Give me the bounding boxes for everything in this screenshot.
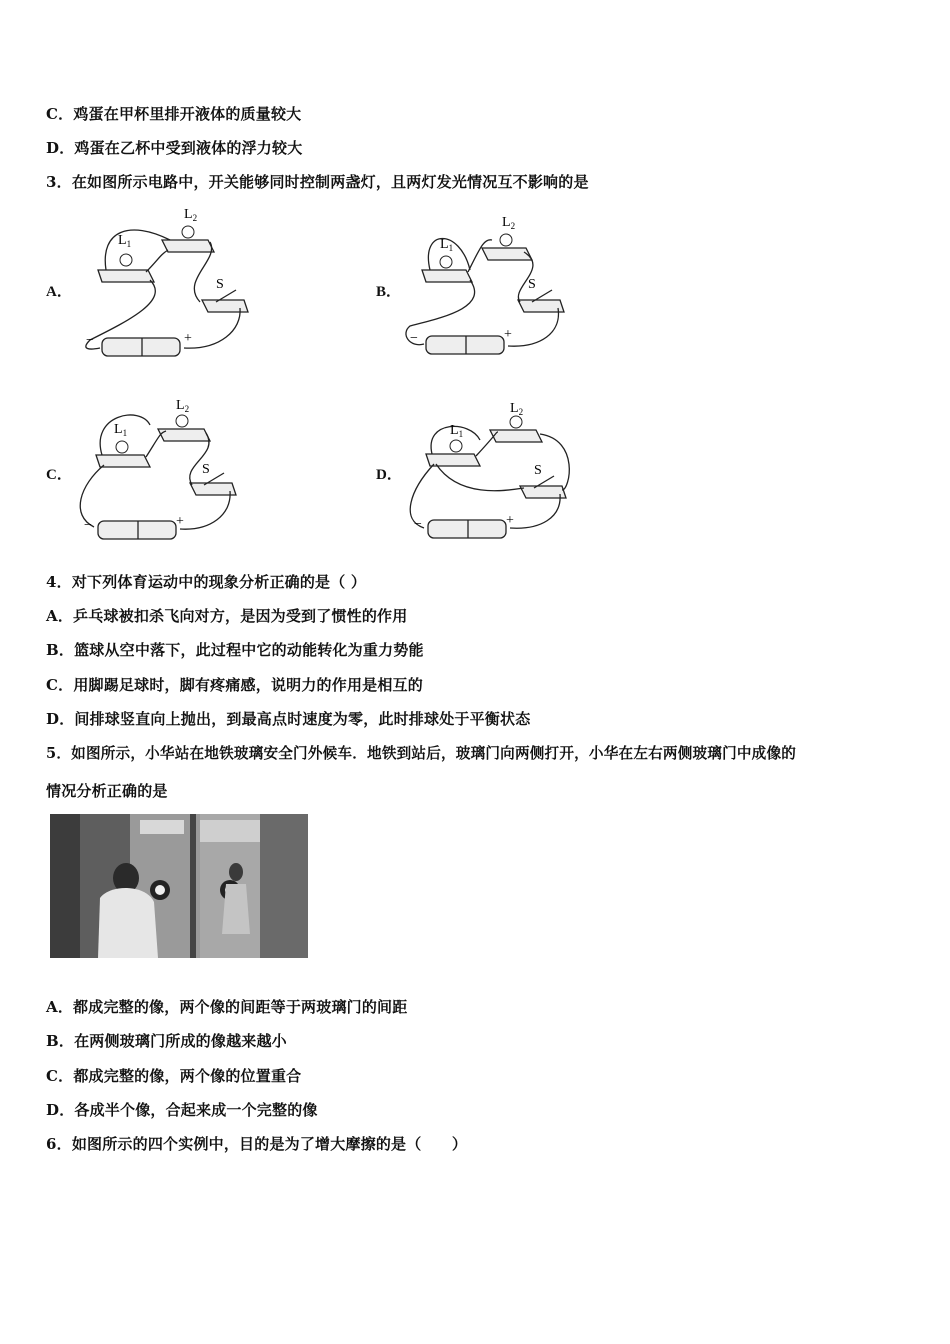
label-l2: $L_2$ — [510, 401, 524, 417]
q4-option-a: A．乒乓球被扣杀飞向对方，是因为受到了惯性的作用 — [46, 607, 408, 625]
q5-stem-line1: 5．如图所示，小华站在地铁玻璃安全门外候车．地铁到站后，玻璃门向两侧打开，小华在左右两侧玻璃门中成像的 — [46, 745, 797, 762]
label-l1: $L_1$ — [118, 233, 132, 249]
q5-option-d: D．各成半个像，合起来成一个完整的像 — [46, 1101, 318, 1119]
battery-minus: − — [410, 331, 418, 346]
label-s: S — [528, 277, 536, 292]
bulb-icon — [120, 254, 132, 266]
battery-plus: + — [176, 514, 184, 529]
label-l1: $L_1$ — [440, 237, 454, 253]
circuit-diagram-d — [400, 400, 600, 560]
q5-option-a: A．都成完整的像，两个像的间距等于两玻璃门的间距 — [46, 998, 408, 1016]
q5-option-b: B．在两侧玻璃门所成的像越来越小 — [46, 1032, 287, 1050]
metro-glass-door-photo — [50, 814, 308, 958]
q3-option-d-letter: D． — [376, 467, 402, 483]
q5-option-c: C．都成完整的像，两个像的位置重合 — [46, 1067, 302, 1085]
label-l1: $L_1$ — [114, 422, 128, 438]
q4-option-b: B．篮球从空中落下，此过程中它的动能转化为重力势能 — [46, 641, 424, 659]
q2-option-d: D．鸡蛋在乙杯中受到液体的浮力较大 — [46, 139, 303, 157]
label-s: S — [202, 462, 210, 477]
label-l2: $L_2$ — [176, 398, 190, 414]
bulb-icon — [440, 256, 452, 268]
q3-option-c-letter: C． — [46, 467, 72, 483]
battery-minus: − — [414, 517, 422, 532]
q4-stem: 4．对下列体育运动中的现象分析正确的是（ ） — [46, 573, 367, 591]
q3-option-a-letter: A． — [46, 284, 72, 300]
q6-stem: 6．如图所示的四个实例中，目的是为了增大摩擦的是（ ） — [46, 1135, 468, 1153]
circuit-diagram-a — [70, 200, 270, 370]
q4-option-c: C．用脚踢足球时，脚有疼痛感，说明力的作用是相互的 — [46, 676, 423, 694]
q4-option-d: D．间排球竖直向上抛出，到最高点时速度为零，此时排球处于平衡状态 — [46, 710, 531, 728]
q3-option-b-letter: B． — [376, 284, 402, 300]
bulb-icon — [182, 226, 194, 238]
circuit-diagram-c — [70, 395, 270, 555]
label-s: S — [534, 463, 542, 478]
battery-plus: + — [504, 327, 512, 342]
battery-minus: − — [86, 333, 94, 348]
bulb-icon — [450, 440, 462, 452]
q2-option-c: C．鸡蛋在甲杯里排开液体的质量较大 — [46, 105, 302, 123]
label-l2: $L_2$ — [502, 215, 516, 231]
bulb-icon — [176, 415, 188, 427]
bulb-icon — [510, 416, 522, 428]
battery-plus: + — [506, 513, 514, 528]
battery-minus: − — [84, 518, 92, 533]
label-l2: $L_2$ — [184, 207, 198, 223]
label-s: S — [216, 277, 224, 292]
circuit-diagram-b — [400, 208, 600, 378]
bulb-icon — [500, 234, 512, 246]
battery-plus: + — [184, 331, 192, 346]
label-l1: $L_1$ — [450, 423, 464, 439]
bulb-icon — [116, 441, 128, 453]
q3-stem: 3．在如图所示电路中，开关能够同时控制两盏灯，且两灯发光情况互不影响的是 — [46, 173, 589, 191]
q5-stem-line2: 情况分析正确的是 — [46, 782, 168, 800]
